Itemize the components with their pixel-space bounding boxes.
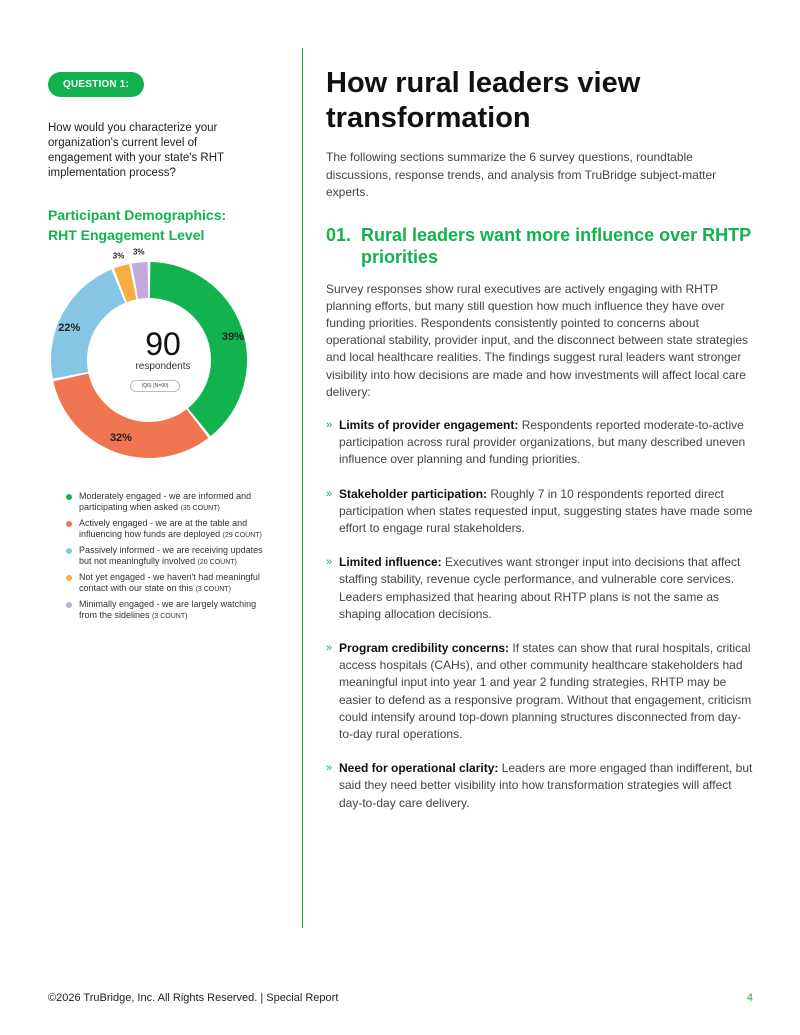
section-title: Rural leaders want more influence over RHTP priorities [361, 224, 751, 267]
donut-chart [48, 247, 254, 472]
finding-lead: Limits of provider engagement: [339, 417, 519, 432]
column-divider [302, 48, 303, 928]
page-number: 4 [746, 992, 753, 1004]
section-paragraph: Survey responses show rural executives are actively engaging with RHTP planning efforts, but many still question how much influence they have over funding priorities. Respondents consistently pointed to concerns about operational stability, provider input, and the disconnect between state strategies and local healthcare realities. The findings suggest rural leaders want stronger visibility into how decisions are made and how investments will affect local care delivery: [326, 281, 749, 399]
donut-value-label-1: 39% [221, 330, 244, 343]
legend-count: (20 COUNT) [197, 559, 237, 566]
legend-item [64, 491, 264, 514]
question-text: How would you characterize your organization's current level of engagement with your state's RHT implementation process? [48, 122, 224, 179]
donut-value-label-5: 3% [132, 247, 145, 257]
finding-text: If states can show that rural hospitals, critical access hospitals (CAHs), and other community healthcare stakeholders had meaningful input into year 1 and year 2 funding strategies, RHTP may be easier to defend as a responsive program. Without that engagement, criticism could intensify around top-down planning structures disconnected from day-to-day rural operations. [339, 640, 752, 741]
legend-swatch [66, 494, 72, 500]
page-title: How rural leaders view transformation [326, 67, 641, 134]
finding-item [326, 486, 754, 538]
demographics-title [48, 205, 258, 245]
donut-value-label-3: 22% [58, 321, 81, 334]
footer-copyright: ©2026 TruBridge, Inc. All Rights Reserved. | Special Report [48, 992, 339, 1004]
main-column [326, 66, 754, 829]
finding-text: Respondents reported moderate-to-active participation across rural provider organizations, but many described uneven influence over planning and funding priorities. [339, 417, 746, 467]
legend-count: (3 COUNT) [152, 613, 188, 620]
legend-swatch [66, 521, 72, 527]
legend-swatch [66, 602, 72, 608]
section-number: 01. [326, 224, 352, 245]
finding-text: Leaders are more engaged than indifferent, but said they need better visibility into how transformation strategies will affect day-to-day care delivery. [339, 761, 753, 810]
finding-item [326, 417, 754, 469]
finding-item [326, 760, 754, 812]
finding-lead: Program credibility concerns: [339, 640, 510, 655]
legend-text: Moderately engaged - we are informed and participating when asked [79, 491, 252, 512]
donut-value-label-4: 3% [112, 251, 125, 261]
intro-text: The following sections summarize the 6 survey questions, roundtable discussions, response trends, and analysis from TruBridge subject-matter experts. [326, 150, 717, 199]
legend-count: (35 COUNT) [180, 505, 220, 512]
demographics-title-line2: RHT Engagement Level [48, 227, 205, 243]
legend-item [64, 572, 264, 595]
chart-legend [64, 491, 264, 626]
legend-text: Actively engaged - we are at the table and influencing how funds are deployed [79, 518, 248, 539]
bullet-marker: » [326, 556, 333, 569]
finding-lead: Limited influence: [339, 555, 442, 570]
left-sidebar [48, 72, 258, 245]
finding-text: Roughly 7 in 10 respondents reported direct participation when states requested input, suggesting states have made some effort to engage rural stakeholders. [339, 486, 753, 535]
finding-text: Executives want stronger input into decisions that affect staffing stability, revenue cycle performance, and vulnerable core services. Leaders emphasized that hearing about RHTP plans is not the same as shaping allocation decisions. [339, 555, 741, 621]
legend-item [64, 545, 264, 568]
legend-text: Passively informed - we are receiving updates but not meaningfully involved [79, 545, 263, 566]
legend-item [64, 518, 264, 541]
question-badge: QUESTION 1: [48, 72, 144, 97]
finding-lead: Stakeholder participation: [339, 486, 488, 501]
legend-count: (3 COUNT) [195, 586, 231, 593]
bullet-marker: » [326, 418, 333, 431]
bullet-marker: » [326, 641, 333, 654]
finding-lead: Need for operational clarity: [339, 761, 499, 776]
donut-value-label-2: 32% [109, 432, 132, 445]
legend-swatch [66, 575, 72, 581]
finding-item [326, 554, 754, 623]
demographics-title-line1: Participant Demographics: [48, 207, 227, 223]
bullet-marker: » [326, 762, 333, 775]
legend-text: Not yet engaged - we haven't had meaningful contact with our state on this [79, 572, 260, 593]
legend-count: (29 COUNT) [222, 532, 262, 539]
section-heading [326, 224, 754, 268]
legend-item [64, 599, 264, 622]
bullet-marker: » [326, 487, 333, 500]
legend-swatch [66, 548, 72, 554]
legend-text: Minimally engaged - we are largely watching from the sidelines [79, 599, 257, 620]
respondents-label: respondents [135, 361, 191, 372]
sample-note: (Q6) (N=90) [130, 380, 180, 392]
finding-item [326, 640, 754, 743]
respondents-count: 90 [145, 326, 181, 362]
findings-list [326, 417, 754, 812]
